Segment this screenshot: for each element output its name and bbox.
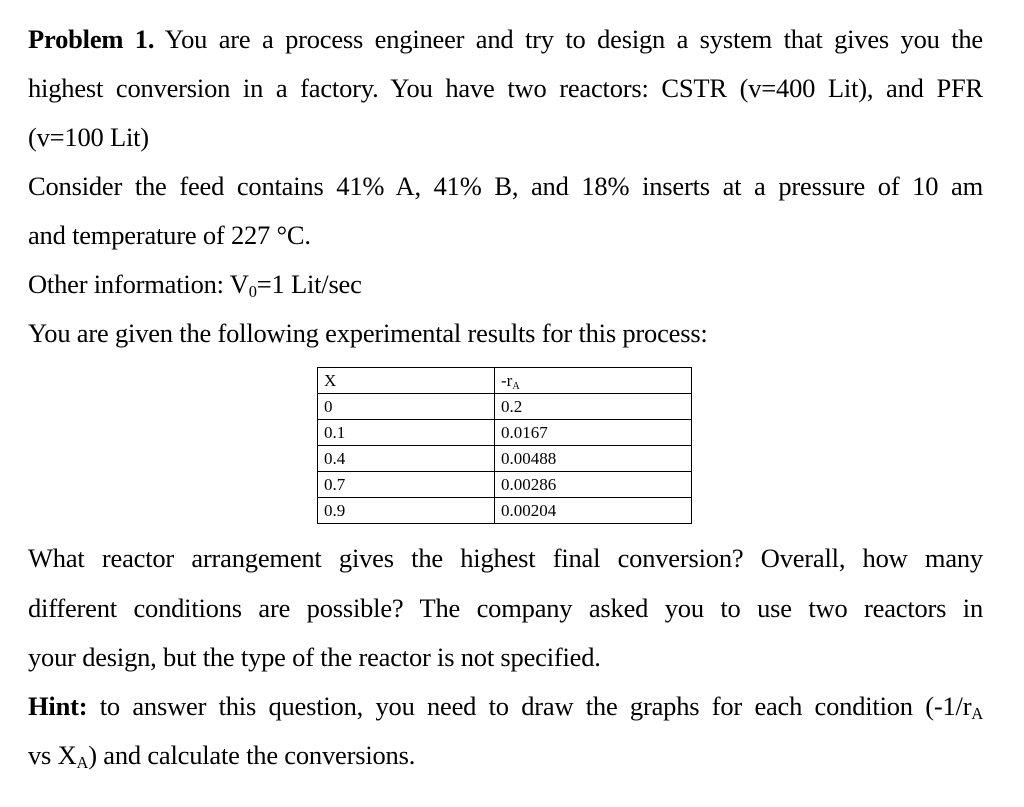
cell-rate: 0.00204	[495, 498, 692, 524]
hint-label: Hint:	[28, 691, 88, 721]
experimental-results-table	[317, 367, 692, 524]
table-row	[318, 394, 692, 420]
cell-x: 0	[318, 394, 495, 420]
table-header-row	[318, 368, 692, 394]
cell-rate: 0.2	[495, 394, 692, 420]
header-rate-main: -r	[501, 370, 513, 390]
hint-sub-1: A	[971, 704, 983, 724]
table-row	[318, 472, 692, 498]
other-info-suffix: =1 Lit/sec	[256, 269, 362, 299]
problem-line-3: (v=100 Lit)	[28, 122, 149, 152]
problem-text-1: You are a process engineer and try to design a system that gives you the	[154, 24, 983, 54]
other-info-sub: 0	[248, 282, 257, 302]
cell-x: 0.9	[318, 498, 495, 524]
header-x: X	[318, 368, 495, 394]
cell-x: 0.4	[318, 446, 495, 472]
other-info-prefix: Other information: V	[28, 269, 249, 299]
table-row	[318, 498, 692, 524]
feed-line-2: and temperature of 227 °C.	[28, 220, 311, 250]
other-info-line	[28, 267, 362, 301]
header-rate	[495, 368, 692, 394]
table-row	[318, 420, 692, 446]
table-row	[318, 446, 692, 472]
question-line-2: different conditions are possible? The company asked you to use two reactors in	[28, 593, 983, 623]
hint-text-1: to answer this question, you need to draw the graphs for each condition (-1/r	[87, 691, 972, 721]
hint-sub-2: A	[76, 753, 89, 773]
hint-line2-suffix: ) and calculate the conversions.	[88, 740, 416, 770]
header-rate-sub: A	[512, 380, 520, 392]
problem-label: Problem 1.	[28, 24, 155, 54]
cell-x: 0.1	[318, 420, 495, 446]
problem-line-2: highest conversion in a factory. You have two reactors: CSTR (v=400 Lit), and PFR	[28, 73, 983, 103]
problem-line-1	[28, 22, 983, 56]
cell-rate: 0.0167	[495, 420, 692, 446]
cell-x: 0.7	[318, 472, 495, 498]
hint-line2-prefix: vs X	[28, 740, 77, 770]
cell-rate: 0.00286	[495, 472, 692, 498]
question-line-1: What reactor arrangement gives the highest final conversion? Overall, how many	[28, 543, 983, 573]
question-line-3: your design, but the type of the reactor is not specified.	[28, 642, 601, 672]
hint-line-2	[28, 738, 415, 772]
given-line: You are given the following experimental results for this process:	[28, 318, 708, 348]
feed-line-1: Consider the feed contains 41% A, 41% B, and 18% inserts at a pressure of 10 am	[28, 171, 983, 201]
hint-line-1	[28, 689, 983, 723]
cell-rate: 0.00488	[495, 446, 692, 472]
